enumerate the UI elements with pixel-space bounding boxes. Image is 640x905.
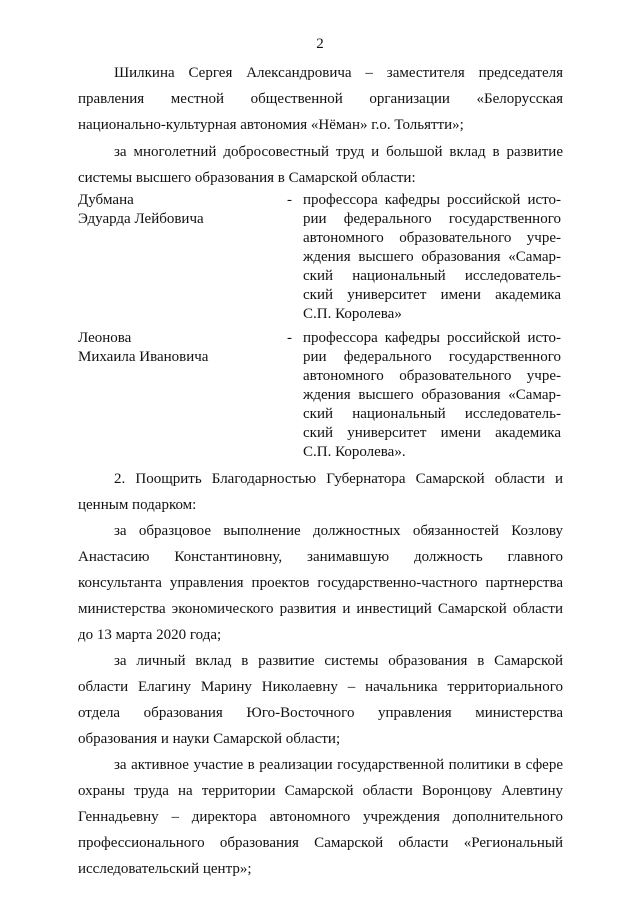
person-name	[78, 191, 268, 229]
award-paragraph-shilkin: Шилкина Сергея Александровича – заместителя председателя правления местной общественной организации «Белорусская национально-культурная автономия «Нёман» г.о. Тольятти»;	[78, 65, 563, 133]
role-line: автономного образовательного учре-	[303, 368, 561, 384]
role-line: С.П. Королева»	[303, 306, 402, 322]
role-line: ждения высшего образования «Самар-	[303, 249, 561, 265]
award-item-kozlova: за образцовое выполнение должностных обязанностей Козлову Анастасию Константиновну, занимавшую должность главного консультанта управления проектов государственно-частного партнерства министерства экономического развития и инвестиций Самарской области до 13 марта 2020 года;	[78, 523, 563, 643]
person-surname: Дубмана	[78, 192, 134, 208]
person-given-names: Эдуарда Лейбовича	[78, 211, 204, 227]
person-surname: Леонова	[78, 330, 132, 346]
role-line: ский национальный исследователь-	[303, 406, 561, 422]
role-line: ский университет имени академика	[303, 287, 561, 303]
role-line: автономного образовательного учре-	[303, 230, 561, 246]
role-line: профессора кафедры российской исто-	[303, 330, 561, 346]
role-line: ский национальный исследователь-	[303, 268, 561, 284]
award-reason-paragraph: за многолетний добросовестный труд и большой вклад в развитие системы высшего образования в Самарской области:	[78, 144, 563, 186]
section-2-heading: 2. Поощрить Благодарностью Губернатора Самарской области и ценным подарком:	[78, 471, 563, 513]
award-item-elagina: за личный вклад в развитие системы образования в Самарской области Елагину Марину Николаевну – начальника территориального отдела образования Юго-Восточного управления министерства образования и науки Самарской области;	[78, 653, 563, 747]
person-name	[78, 329, 268, 367]
role-line: ждения высшего образования «Самар-	[303, 387, 561, 403]
role-line: С.П. Королева».	[303, 444, 406, 460]
award-item-vorontsova: за активное участие в реализации государственной политики в сфере охраны труда на территории Самарской области Воронцову Алевтину Геннадьевну – директора автономного учреждения дополнительного профессионального образования Самарской области «Региональный исследовательский центр»;	[78, 757, 563, 877]
role-line: профессора кафедры российской исто-	[303, 192, 561, 208]
person-dash: -	[287, 330, 292, 346]
person-role	[303, 191, 561, 324]
person-dash: -	[287, 192, 292, 208]
role-line: ский университет имени академика	[303, 425, 561, 441]
role-line: рии федерального государственного	[303, 211, 561, 227]
page-number: 2	[316, 36, 324, 52]
person-role	[303, 329, 561, 462]
person-given-names: Михаила Ивановича	[78, 349, 209, 365]
role-line: рии федерального государственного	[303, 349, 561, 365]
